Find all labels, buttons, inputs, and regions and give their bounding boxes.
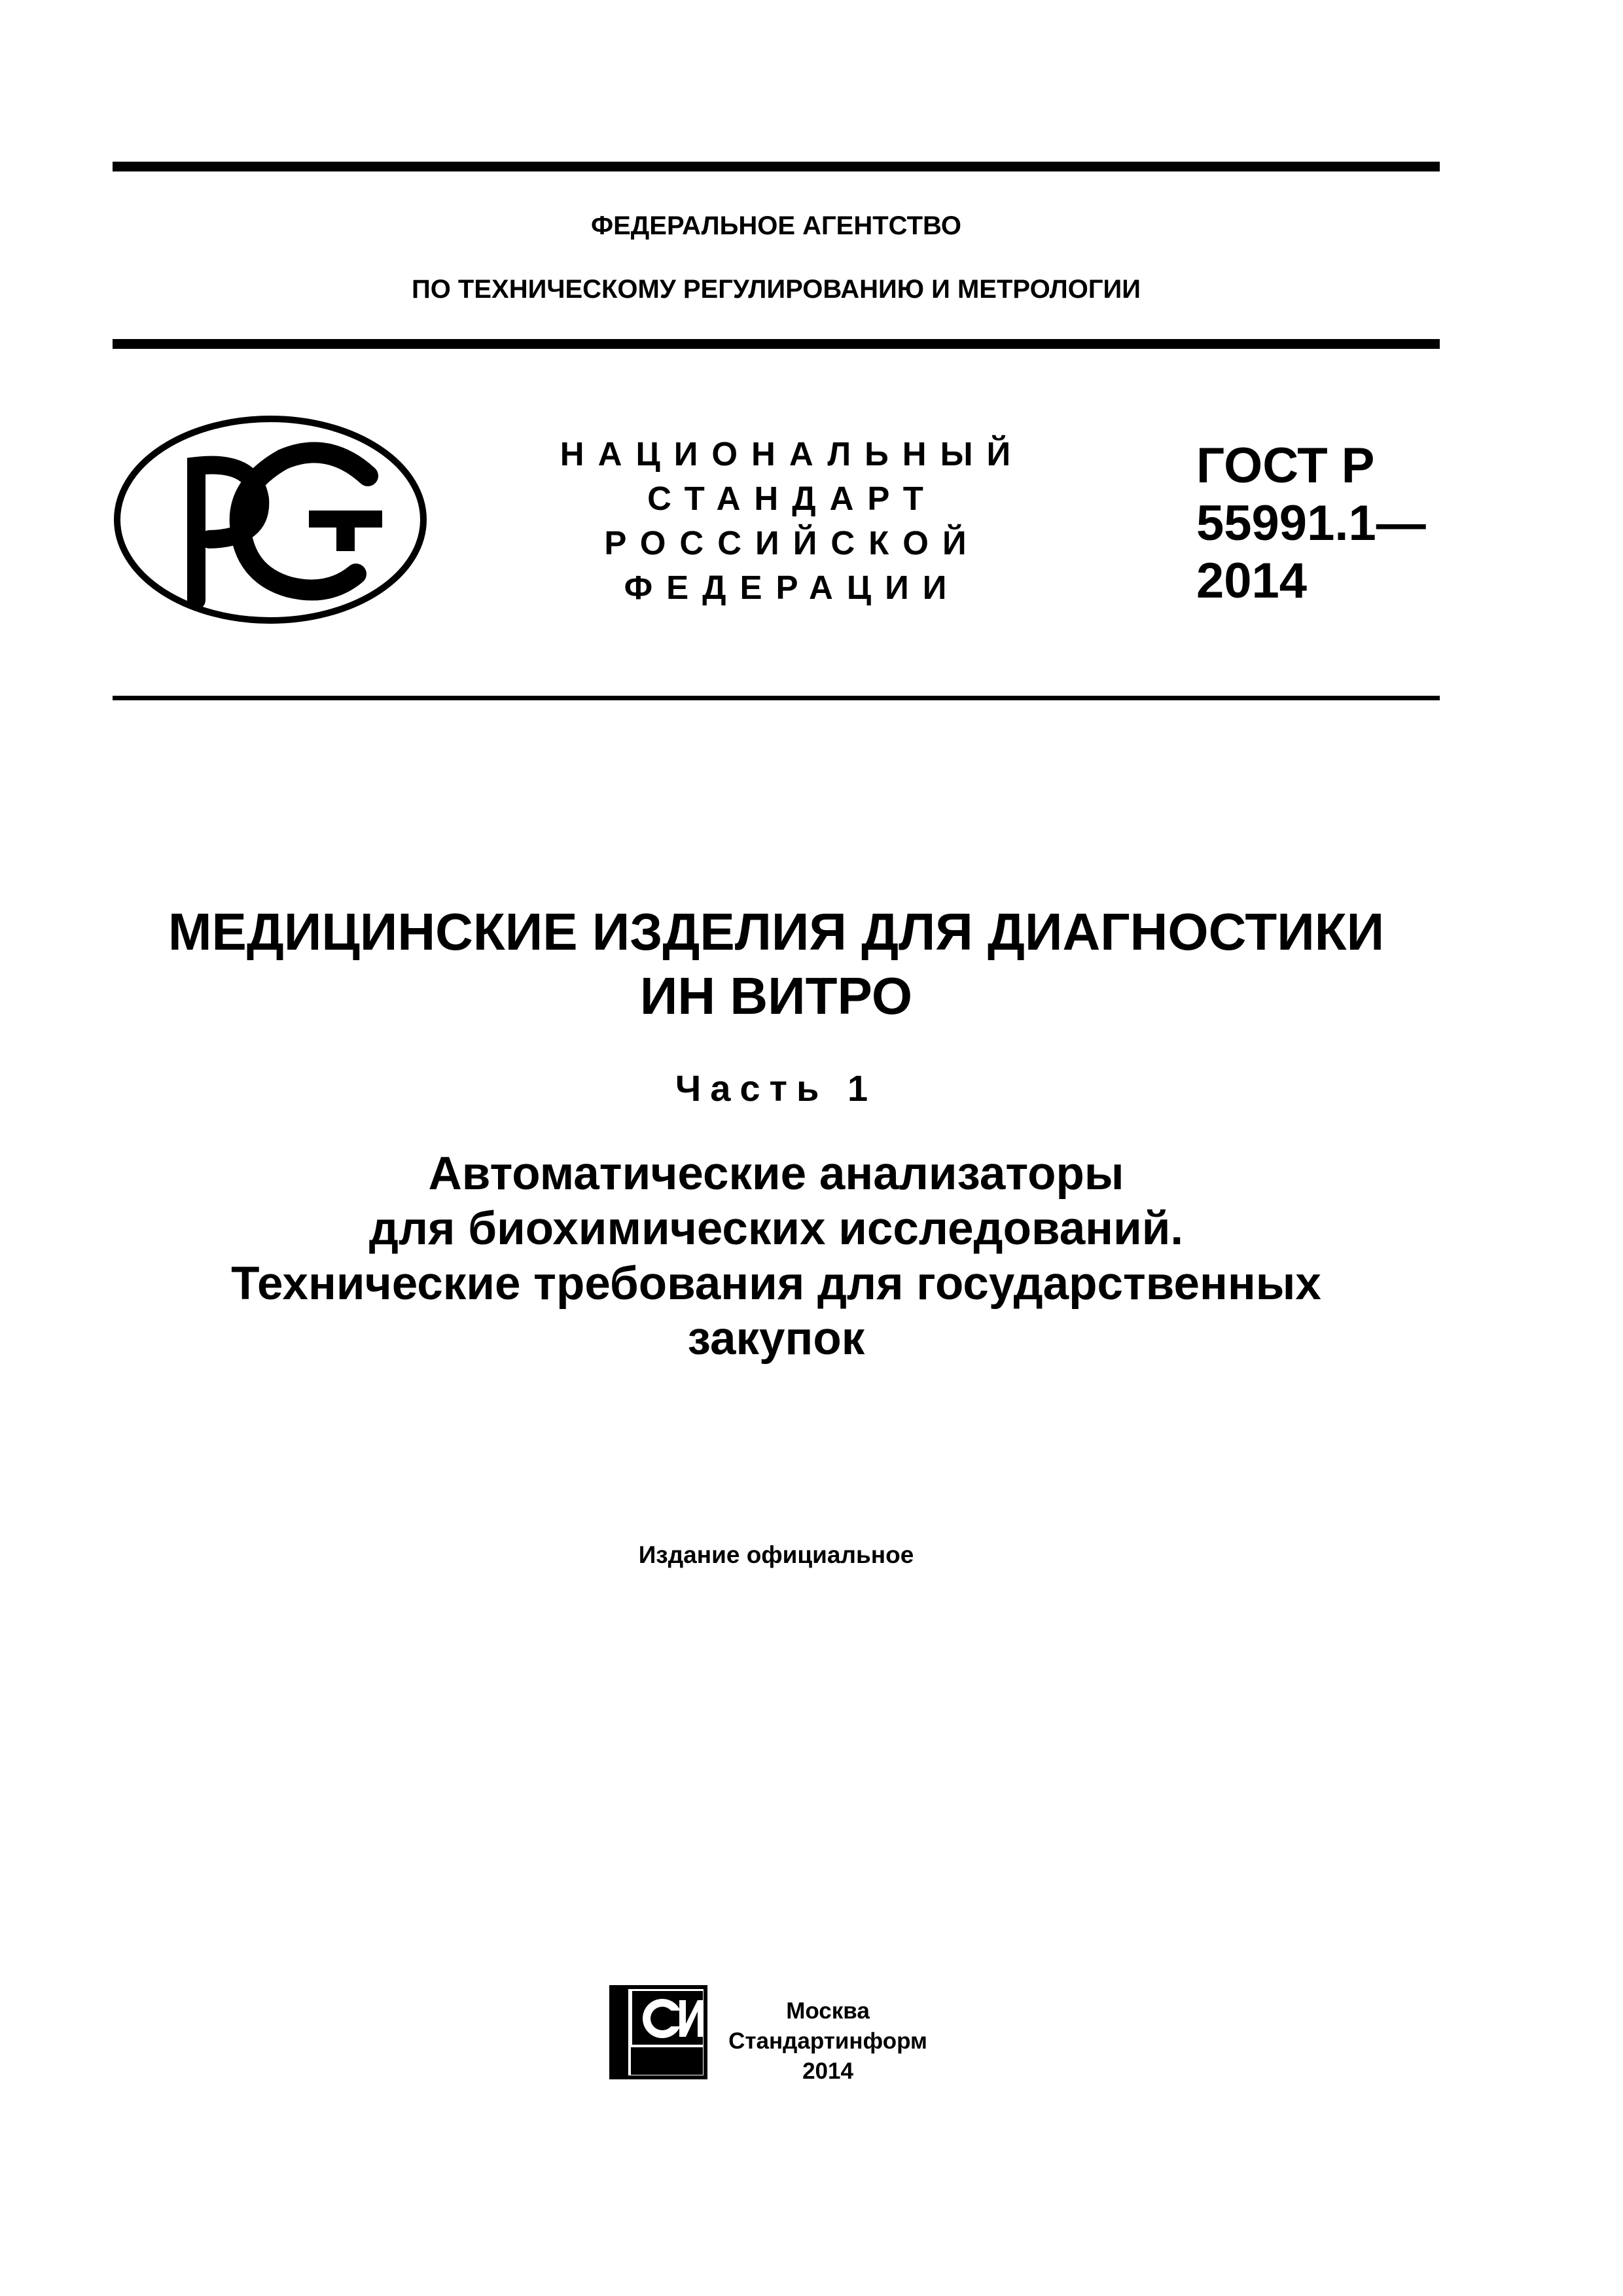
part-label: Часть 1 bbox=[675, 1067, 878, 1109]
subtitle-line: Технические требования для государственных bbox=[231, 1258, 1321, 1310]
top-rule bbox=[113, 162, 1440, 171]
subtitle-line: для биохимических исследований. bbox=[368, 1203, 1184, 1255]
publisher-year: 2014 bbox=[802, 2058, 853, 2084]
national-standard-label bbox=[550, 432, 1025, 610]
designation-line: ГОСТ Р bbox=[1196, 438, 1375, 493]
agency-name-line2: ПО ТЕХНИЧЕСКОМУ РЕГУЛИРОВАНИЮ И МЕТРОЛОГИИ bbox=[411, 275, 1141, 304]
designation-line: 55991.1— bbox=[1196, 495, 1426, 551]
publisher-info bbox=[713, 1996, 942, 2087]
header-bottom-rule bbox=[113, 339, 1440, 349]
natstd-line: РОССИЙСКОЙ bbox=[604, 524, 980, 562]
edition-label: Издание официальное bbox=[638, 1541, 914, 1568]
publisher-name: Стандартинформ bbox=[728, 2028, 927, 2054]
title-line: МЕДИЦИНСКИЕ ИЗДЕЛИЯ ДЛЯ ДИАГНОСТИКИ bbox=[168, 903, 1385, 961]
agency-name-line1: ФЕДЕРАЛЬНОЕ АГЕНТСТВО bbox=[590, 211, 962, 240]
title-line: ИН ВИТРО bbox=[639, 967, 913, 1025]
standartinform-logo-icon bbox=[609, 1984, 708, 2080]
designation-line: 2014 bbox=[1196, 553, 1308, 609]
masthead-bottom-rule bbox=[113, 696, 1440, 700]
natstd-line: СТАНДАРТ bbox=[647, 480, 937, 517]
subtitle-line: закупок bbox=[687, 1313, 865, 1365]
natstd-line: ФЕДЕРАЦИИ bbox=[624, 569, 961, 606]
document-subtitle bbox=[113, 1147, 1440, 1367]
document-title bbox=[113, 900, 1440, 1028]
rst-certification-mark-icon bbox=[113, 414, 428, 626]
subtitle-line: Автоматические анализаторы bbox=[428, 1148, 1124, 1200]
publisher-city: Москва bbox=[786, 1998, 870, 2024]
standard-designation bbox=[1196, 437, 1426, 610]
natstd-line: НАЦИОНАЛЬНЫЙ bbox=[560, 435, 1025, 473]
